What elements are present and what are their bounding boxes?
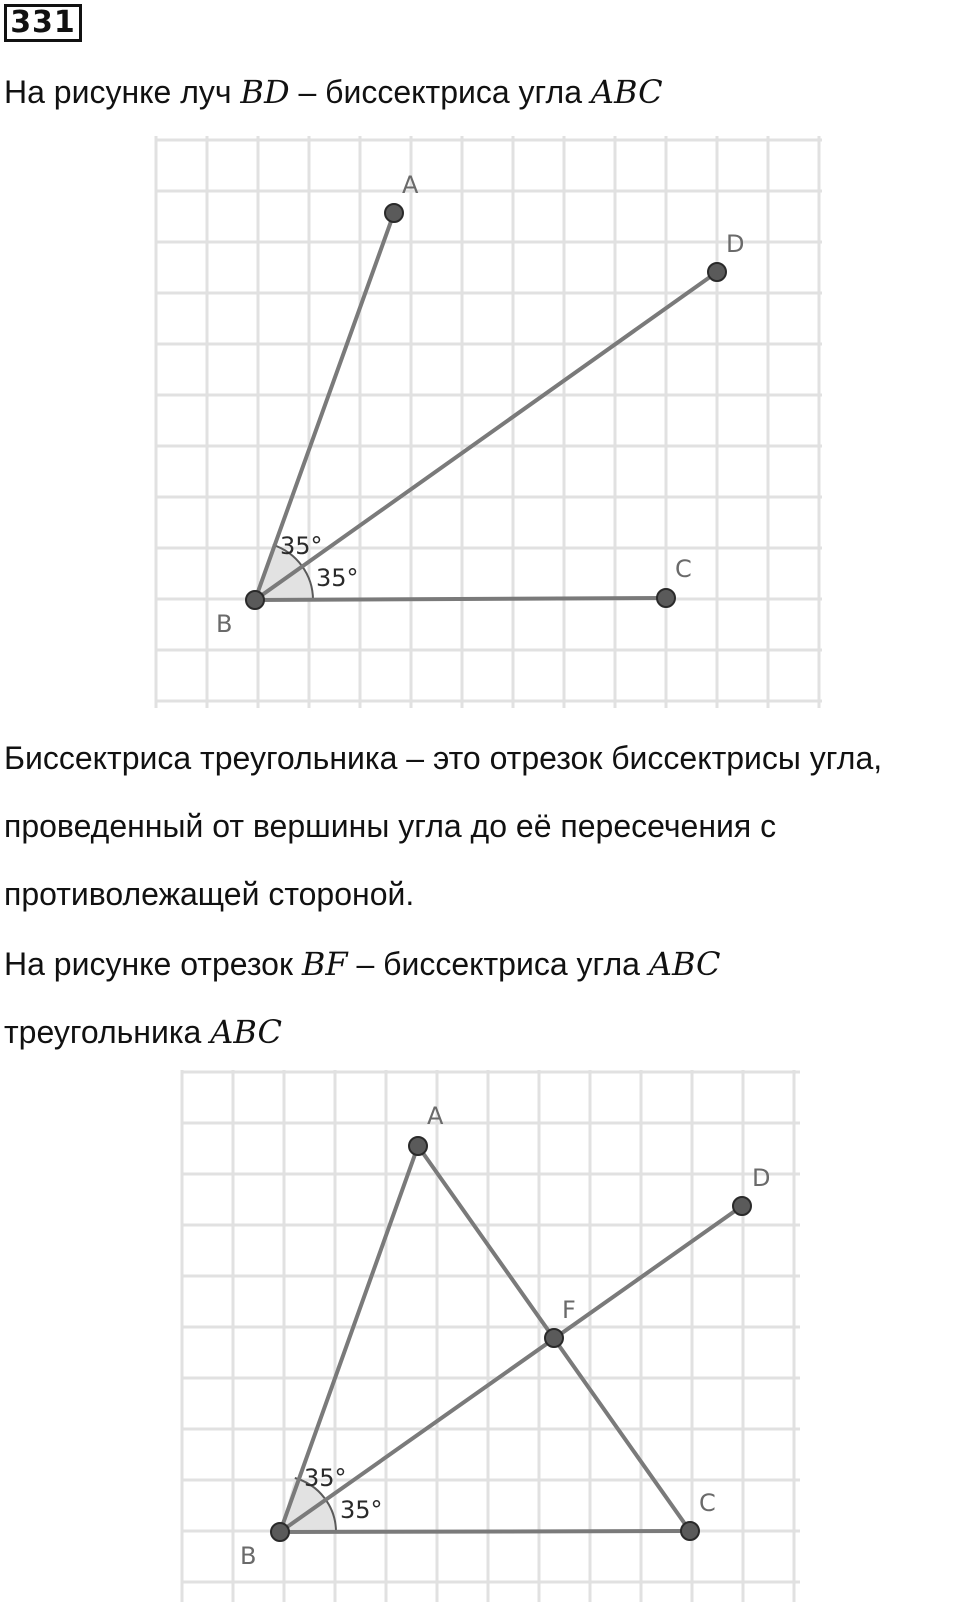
second-angle-abc: ABC xyxy=(648,945,721,983)
figure-1-angle-bisector xyxy=(150,134,830,710)
figure-1-point-a xyxy=(385,204,403,222)
figure-2-grid xyxy=(182,1070,800,1602)
second-line-2 xyxy=(4,1012,282,1052)
figure-2-label-c: C xyxy=(699,1489,716,1517)
definition-line-1: Биссектриса треугольника – это отрезок биссектрисы угла, xyxy=(4,740,883,776)
figure-2-point-b xyxy=(271,1523,289,1541)
figure-2-side-bc xyxy=(280,1531,690,1532)
intro-line xyxy=(4,72,663,112)
figure-1-point-b xyxy=(246,591,264,609)
second-text: На рисунке отрезок xyxy=(4,946,302,982)
figure-2-angle-lower: 35° xyxy=(340,1496,383,1524)
second-triangle-abc: ABC xyxy=(210,1013,282,1051)
figure-1-ray-bc xyxy=(255,598,666,600)
figure-2-point-a xyxy=(409,1137,427,1155)
intro-text-2: – биссектриса угла xyxy=(289,74,591,110)
figure-1-label-a: A xyxy=(402,171,419,199)
figure-2-label-f: F xyxy=(562,1296,576,1324)
figure-2-point-f xyxy=(545,1329,563,1347)
figure-1-ray-bd xyxy=(255,272,717,600)
figure-1-point-d xyxy=(708,263,726,281)
figure-2-angle-upper: 35° xyxy=(304,1464,347,1492)
figure-2-label-b: B xyxy=(240,1542,257,1570)
figure-1-angle-lower: 35° xyxy=(316,564,359,592)
second-text-2: – биссектриса угла xyxy=(347,946,649,982)
figure-1-grid xyxy=(156,136,822,708)
figure-1-label-d: D xyxy=(726,230,745,258)
intro-text: На рисунке луч xyxy=(4,74,241,110)
second-line-1 xyxy=(4,944,721,984)
figure-1-ray-ba xyxy=(255,213,394,600)
figure-2-point-d xyxy=(733,1197,751,1215)
figure-1-label-c: C xyxy=(675,555,692,583)
problem-number: 331 xyxy=(4,4,82,42)
definition-line-2: проведенный от вершины угла до её пересечения с xyxy=(4,808,777,844)
intro-ray-bd: BD xyxy=(240,73,290,111)
second-segment-bf: BF xyxy=(301,945,348,983)
second-line-2-text: треугольника xyxy=(4,1014,211,1050)
figure-1-point-c xyxy=(657,589,675,607)
figure-2-label-d: D xyxy=(752,1164,771,1192)
figure-2-point-c xyxy=(681,1522,699,1540)
figure-2-side-ba xyxy=(280,1146,418,1532)
definition-line-3: противолежащей стороной. xyxy=(4,876,415,912)
figure-2-label-a: A xyxy=(427,1102,444,1130)
figure-1-angle-upper: 35° xyxy=(280,532,323,560)
figure-2-triangle-bisector xyxy=(176,1066,806,1602)
figure-1-label-b: B xyxy=(216,610,233,638)
intro-angle-abc: ABC xyxy=(590,73,663,111)
figure-2-ray-bd xyxy=(280,1206,742,1532)
